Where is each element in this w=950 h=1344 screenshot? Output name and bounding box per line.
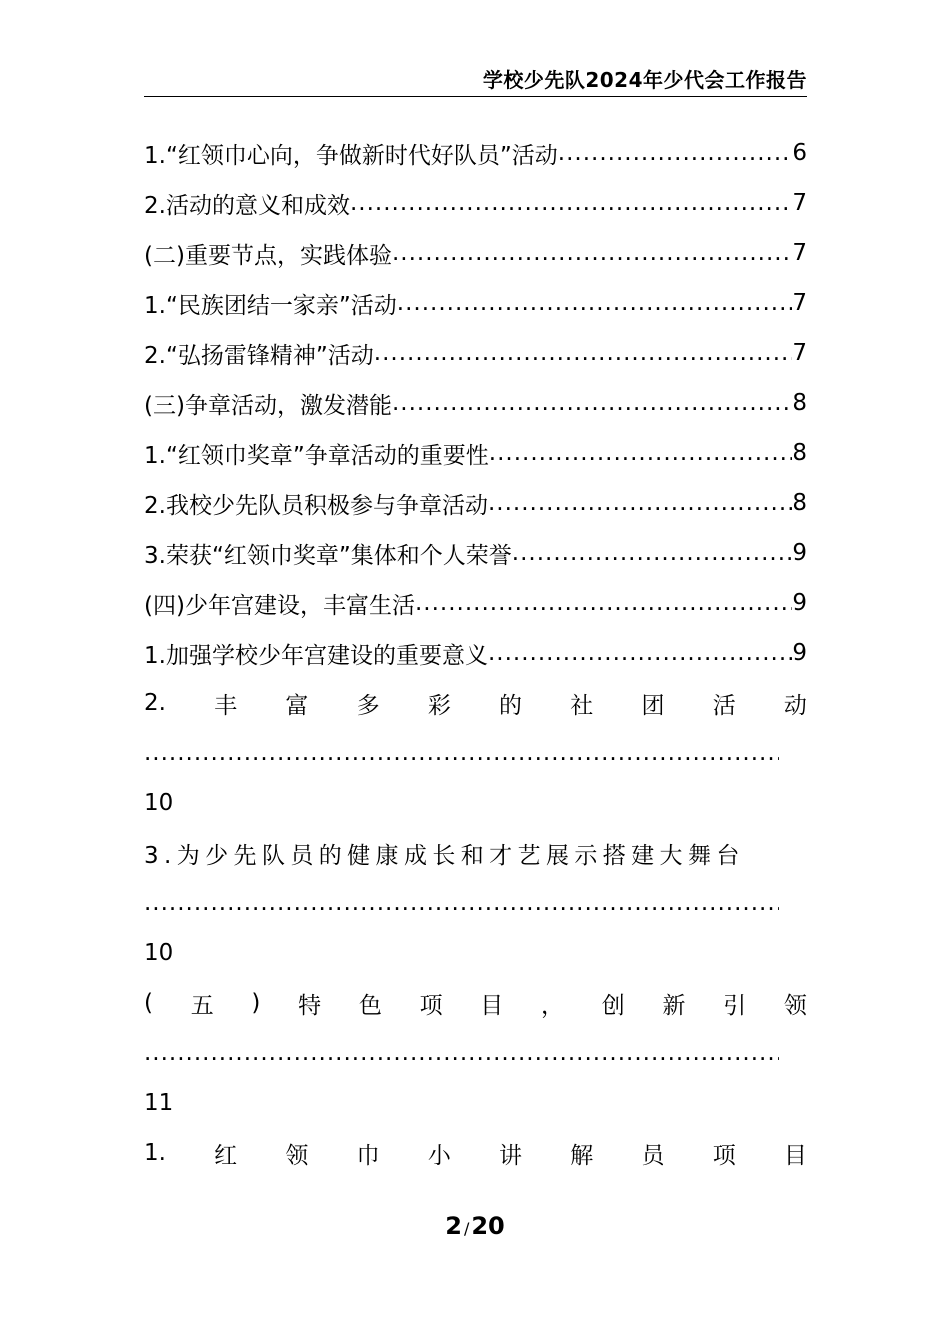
toc-entry[interactable] <box>144 278 807 328</box>
toc-entry-label: (二)重要节点，实践体验 <box>144 242 392 269</box>
toc-leader-dots <box>350 190 792 216</box>
toc-leader-dots <box>512 540 793 566</box>
toc-leader-dots <box>392 390 792 416</box>
toc-char: 动 <box>783 692 807 719</box>
toc-char: 红 <box>214 1142 238 1169</box>
toc-leader-dots <box>144 1028 779 1078</box>
toc-entry-page: 9 <box>792 590 807 616</box>
toc-entry[interactable] <box>144 178 807 228</box>
toc-char: 巾 <box>356 1142 380 1169</box>
toc-entry[interactable] <box>144 128 807 178</box>
toc-char: ( <box>144 990 153 1016</box>
toc-leader-dots <box>144 878 779 928</box>
toc-char: 2. <box>144 690 166 716</box>
toc-entry-page: 9 <box>792 540 807 566</box>
toc-char: 社 <box>570 692 594 719</box>
toc-entry-page: 6 <box>792 140 807 166</box>
toc-char: 富 <box>285 692 309 719</box>
toc-entry-label[interactable]: 3.为少先队员的健康成长和才艺展示搭建大舞台 <box>144 842 745 869</box>
page-separator: / <box>463 1219 470 1238</box>
toc-leader-dots <box>489 440 793 466</box>
page-number <box>0 1212 950 1240</box>
toc-entry[interactable] <box>144 528 807 578</box>
toc-leader-dots <box>415 590 792 616</box>
toc-leader-dots <box>144 728 779 778</box>
toc-entry-label: 3.荣获“红领巾奖章”集体和个人荣誉 <box>144 542 512 569</box>
toc-entry-label: 1.加强学校少年宫建设的重要意义 <box>144 642 488 669</box>
toc-entry-label: 2.“弘扬雷锋精神”活动 <box>144 342 374 369</box>
toc-entry-label: 1.“民族团结一家亲”活动 <box>144 292 397 319</box>
toc-entry-page: 7 <box>792 190 807 216</box>
toc-entry-page: 10 <box>144 940 174 966</box>
toc-leader-dots <box>374 340 793 366</box>
toc-char: ， <box>541 992 564 1019</box>
toc-entry[interactable] <box>144 328 807 378</box>
toc-entry[interactable] <box>144 428 807 478</box>
toc-char: 目 <box>783 1142 807 1169</box>
toc-entry-label: 2.活动的意义和成效 <box>144 192 350 219</box>
toc-entry-label: 1.“红领巾心向，争做新时代好队员”活动 <box>144 142 558 169</box>
toc-entry-justified[interactable] <box>144 678 807 728</box>
header-title: 学校少先队2024年少代会工作报告 <box>482 68 807 92</box>
toc-leader-dots <box>488 640 792 666</box>
toc-char: 活 <box>712 692 736 719</box>
toc-char: ) <box>251 990 261 1016</box>
toc-entry-label: (四)少年宫建设，丰富生活 <box>144 592 415 619</box>
toc-entry-page: 8 <box>792 390 807 416</box>
toc-char: 色 <box>358 992 382 1019</box>
toc-char: 1. <box>144 1140 166 1166</box>
toc-entry-label: 2.我校少先队员积极参与争章活动 <box>144 492 488 519</box>
toc-entry-label: 1.“红领巾奖章”争章活动的重要性 <box>144 442 489 469</box>
toc-char: 项 <box>419 992 443 1019</box>
toc-entry-page: 7 <box>792 240 807 266</box>
toc-leader-dots <box>392 240 792 266</box>
toc-char: 领 <box>285 1142 309 1169</box>
toc-char: 彩 <box>427 692 451 719</box>
toc-entry[interactable] <box>144 578 807 628</box>
toc-leader-dots <box>558 140 793 166</box>
toc-char: 引 <box>723 992 747 1019</box>
toc-entry-page: 9 <box>792 640 807 666</box>
toc-char: 项 <box>712 1142 736 1169</box>
table-of-contents <box>144 128 807 1178</box>
toc-entry-page: 11 <box>144 1090 174 1116</box>
toc-entry-page: 10 <box>144 790 174 816</box>
page-header <box>144 66 807 97</box>
toc-char: 团 <box>641 692 665 719</box>
toc-entry[interactable] <box>144 228 807 278</box>
toc-char: 的 <box>499 692 523 719</box>
toc-entry-justified[interactable] <box>144 1128 807 1178</box>
toc-char: 领 <box>783 992 807 1019</box>
toc-char: 多 <box>356 692 380 719</box>
toc-entry-label: (三)争章活动，激发潜能 <box>144 392 392 419</box>
toc-entry-page: 8 <box>792 490 807 516</box>
toc-entry[interactable] <box>144 628 807 678</box>
toc-char: 创 <box>601 992 625 1019</box>
toc-entry-page: 7 <box>792 290 807 316</box>
toc-char: 五 <box>190 992 214 1019</box>
page-total: 20 <box>471 1212 505 1240</box>
toc-entry[interactable] <box>144 378 807 428</box>
toc-char: 特 <box>298 992 322 1019</box>
toc-entry-page: 8 <box>792 440 807 466</box>
toc-entry-justified[interactable] <box>144 978 807 1028</box>
toc-char: 员 <box>641 1142 665 1169</box>
toc-char: 新 <box>662 992 686 1019</box>
toc-char: 解 <box>570 1142 594 1169</box>
toc-char: 小 <box>427 1142 451 1169</box>
page-current: 2 <box>445 1212 462 1240</box>
toc-entry-page: 7 <box>792 340 807 366</box>
toc-leader-dots <box>488 490 792 516</box>
toc-leader-dots <box>397 290 793 316</box>
toc-char: 目 <box>480 992 504 1019</box>
toc-char: 讲 <box>499 1142 523 1169</box>
toc-char: 丰 <box>214 692 238 719</box>
toc-entry[interactable] <box>144 478 807 528</box>
